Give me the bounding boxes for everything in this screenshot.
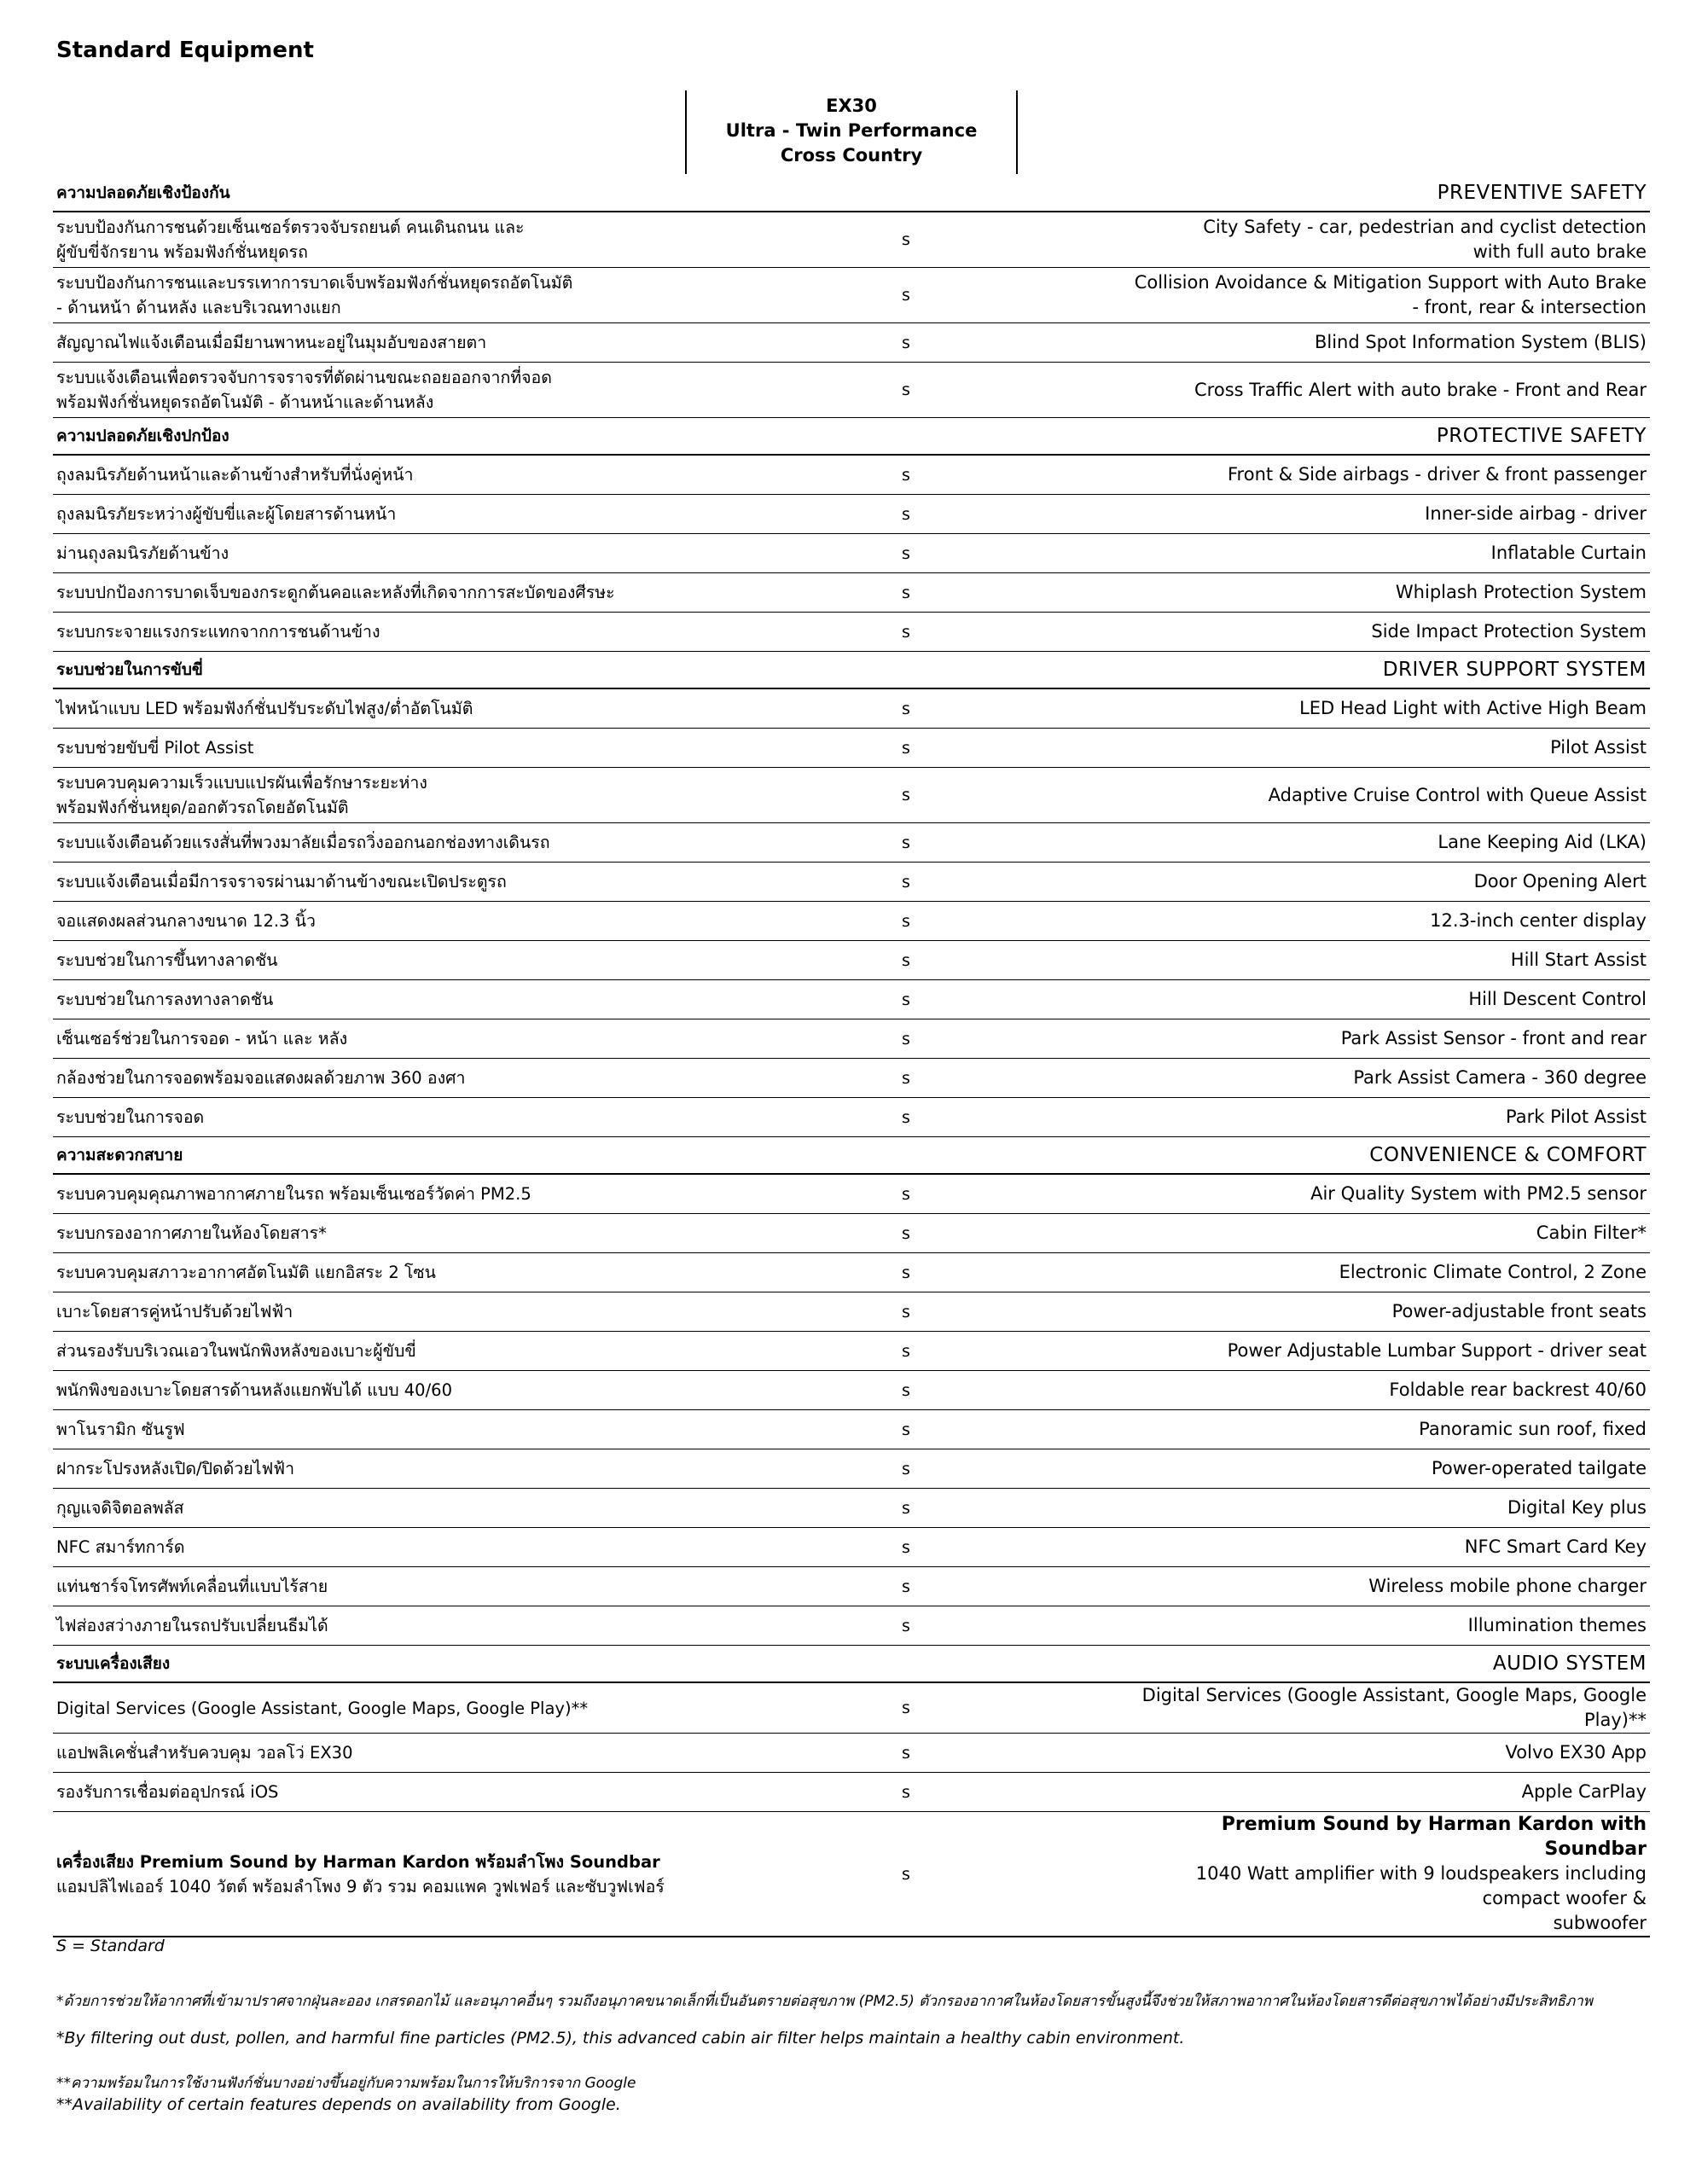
feature-english xyxy=(1128,1489,1650,1528)
table-row xyxy=(53,1253,1650,1292)
feature-english-line: Inner-side airbag - driver xyxy=(1425,503,1647,524)
feature-english-line: with full auto brake xyxy=(1472,241,1647,262)
availability-mark: s xyxy=(684,1812,1128,1937)
availability-mark: s xyxy=(684,768,1128,823)
availability-mark: s xyxy=(684,863,1128,902)
availability-mark: s xyxy=(684,268,1128,323)
feature-english xyxy=(1128,573,1650,613)
footnote-filter-english: *By filtering out dust, pollen, and harmful fine particles (PM2.5), this advanced cabin air filter helps maintain a healthy cabin environment. xyxy=(56,2029,1185,2048)
table-row xyxy=(53,1332,1650,1371)
feature-english-line: 12.3-inch center display xyxy=(1430,910,1647,931)
feature-english-line: Apple CarPlay xyxy=(1521,1781,1647,1802)
feature-english-line: Inflatable Curtain xyxy=(1490,543,1647,563)
feature-english xyxy=(1128,613,1650,652)
feature-thai-line: กุญแจดิจิตอลพลัส xyxy=(56,1498,184,1518)
feature-thai-line: ไฟหน้าแบบ LED พร้อมฟังก์ชั่นปรับระดับไฟสูง/ต่ำอัตโนมัติ xyxy=(56,699,473,718)
feature-thai xyxy=(53,1332,684,1371)
feature-thai xyxy=(53,1292,684,1332)
availability-mark: s xyxy=(684,1059,1128,1098)
feature-english-line: Side Impact Protection System xyxy=(1371,621,1647,642)
section-title-thai: ความปลอดภัยเชิงป้องกัน xyxy=(53,175,684,212)
feature-thai-line: สัญญาณไฟแจ้งเตือนเมื่อมียานพาหนะอยู่ในมุมอับของสายตา xyxy=(56,333,487,352)
feature-english xyxy=(1128,1812,1650,1937)
feature-english xyxy=(1128,534,1650,573)
feature-thai-line: ส่วนรองรับบริเวณเอวในพนักพิงหลังของเบาะผู้ขับขี่ xyxy=(56,1341,416,1361)
equipment-table xyxy=(53,175,1650,1937)
feature-english-line: Cross Traffic Alert with auto brake - Front and Rear xyxy=(1194,379,1647,400)
feature-english-line: Collision Avoidance & Mitigation Support with Auto Brake xyxy=(1134,272,1647,293)
feature-english-line: Power-operated tailgate xyxy=(1432,1458,1647,1478)
feature-english xyxy=(1128,823,1650,863)
availability-mark: s xyxy=(684,1410,1128,1449)
table-row xyxy=(53,1019,1650,1059)
feature-english-line: Power Adjustable Lumbar Support - driver seat xyxy=(1227,1340,1647,1361)
feature-english xyxy=(1128,1410,1650,1449)
availability-mark: s xyxy=(684,1567,1128,1606)
table-row xyxy=(53,363,1650,418)
availability-mark: s xyxy=(684,1449,1128,1489)
availability-mark: s xyxy=(684,1734,1128,1773)
feature-thai-line: - ด้านหน้า ด้านหลัง และบริเวณทางแยก xyxy=(56,298,341,317)
feature-thai xyxy=(53,1773,684,1812)
feature-thai-line: แอปพลิเคชั่นสำหรับควบคุม วอลโว่ EX30 xyxy=(56,1743,353,1763)
availability-mark: s xyxy=(684,1528,1128,1567)
feature-english xyxy=(1128,863,1650,902)
feature-thai-line: ฝากระโปรงหลังเปิด/ปิดด้วยไฟฟ้า xyxy=(56,1459,295,1478)
feature-english xyxy=(1128,495,1650,534)
feature-english xyxy=(1128,941,1650,980)
feature-english xyxy=(1128,1449,1650,1489)
feature-thai xyxy=(53,1682,684,1734)
feature-english-line: Park Pilot Assist xyxy=(1506,1107,1647,1127)
availability-mark: s xyxy=(684,980,1128,1019)
feature-english-line: Air Quality System with PM2.5 sensor xyxy=(1310,1183,1647,1204)
feature-thai-line: ผู้ขับขี่จักรยาน พร้อมฟังก์ชั่นหยุดรถ xyxy=(56,242,308,262)
table-row xyxy=(53,823,1650,863)
section-spacer xyxy=(684,418,1128,456)
feature-thai xyxy=(53,613,684,652)
feature-thai-line: ถุงลมนิรภัยด้านหน้าและด้านข้างสำหรับที่นั่งคู่หน้า xyxy=(56,465,414,485)
section-header xyxy=(53,418,1650,456)
feature-english xyxy=(1128,1332,1650,1371)
table-row xyxy=(53,1682,1650,1734)
section-title-thai: ความปลอดภัยเชิงปกป้อง xyxy=(53,418,684,456)
legend-standard: S = Standard xyxy=(56,1937,165,1955)
feature-english xyxy=(1128,1214,1650,1253)
feature-thai xyxy=(53,323,684,363)
availability-mark: s xyxy=(684,573,1128,613)
feature-english-line: Hill Descent Control xyxy=(1468,989,1647,1009)
feature-thai xyxy=(53,729,684,768)
feature-thai-line: ระบบควบคุมสภาวะอากาศอัตโนมัติ แยกอิสระ 2 โซน xyxy=(56,1263,436,1282)
feature-english-line: Adaptive Cruise Control with Queue Assist xyxy=(1268,784,1647,805)
model-name: EX30 xyxy=(826,96,877,116)
table-row xyxy=(53,455,1650,495)
table-row xyxy=(53,980,1650,1019)
feature-thai xyxy=(53,1734,684,1773)
section-title-english: PREVENTIVE SAFETY xyxy=(1128,175,1650,212)
table-row xyxy=(53,573,1650,613)
feature-english xyxy=(1128,688,1650,729)
feature-english-line: Park Assist Sensor - front and rear xyxy=(1340,1028,1647,1048)
feature-english-line: - front, rear & intersection xyxy=(1412,297,1647,317)
feature-english-line: Electronic Climate Control, 2 Zone xyxy=(1339,1262,1647,1282)
feature-thai xyxy=(53,1812,684,1937)
feature-thai-line: พนักพิงของเบาะโดยสารด้านหลังแยกพับได้ แบบ 40/60 xyxy=(56,1380,452,1400)
feature-thai xyxy=(53,1098,684,1137)
feature-english xyxy=(1128,1174,1650,1214)
feature-thai xyxy=(53,1449,684,1489)
feature-english xyxy=(1128,1098,1650,1137)
table-row xyxy=(53,534,1650,573)
table-row xyxy=(53,1214,1650,1253)
availability-mark: s xyxy=(684,1371,1128,1410)
feature-thai-title: เครื่องเสียง Premium Sound by Harman Kardon พร้อมลำโพง Soundbar xyxy=(56,1851,660,1872)
section-title-english: PROTECTIVE SAFETY xyxy=(1128,418,1650,456)
feature-thai-line: รองรับการเชื่อมต่ออุปกรณ์ iOS xyxy=(56,1782,279,1802)
feature-english-line: Door Opening Alert xyxy=(1473,871,1647,892)
feature-english xyxy=(1128,1371,1650,1410)
availability-mark: s xyxy=(684,495,1128,534)
feature-thai xyxy=(53,823,684,863)
availability-mark: s xyxy=(684,1489,1128,1528)
table-row xyxy=(53,768,1650,823)
feature-thai-line: ระบบช่วยในการลงทางลาดชัน xyxy=(56,990,274,1009)
table-row xyxy=(53,688,1650,729)
availability-mark: s xyxy=(684,1773,1128,1812)
page-title: Standard Equipment xyxy=(56,38,314,63)
section-header xyxy=(53,652,1650,689)
feature-english xyxy=(1128,212,1650,268)
section-title-thai: ระบบเครื่องเสียง xyxy=(53,1646,684,1683)
feature-thai-line: เซ็นเซอร์ช่วยในการจอด - หน้า และ หลัง xyxy=(56,1029,348,1048)
footnote-google-english: **Availability of certain features depends on availability from Google. xyxy=(56,2095,621,2114)
feature-thai xyxy=(53,688,684,729)
feature-thai xyxy=(53,1253,684,1292)
section-title-thai: ระบบช่วยในการขับขี่ xyxy=(53,652,684,689)
feature-thai xyxy=(53,1489,684,1528)
feature-thai xyxy=(53,534,684,573)
feature-thai-line: ระบบแจ้งเตือนเพื่อตรวจจับการจราจรที่ตัดผ่านขณะถอยออกจากที่จอด xyxy=(56,368,552,387)
availability-mark: s xyxy=(684,534,1128,573)
table-row xyxy=(53,902,1650,941)
table-row xyxy=(53,1528,1650,1567)
availability-mark: s xyxy=(684,363,1128,418)
feature-english-line: Pilot Assist xyxy=(1550,737,1647,758)
feature-english xyxy=(1128,980,1650,1019)
feature-english-line: Power-adjustable front seats xyxy=(1391,1301,1647,1321)
availability-mark: s xyxy=(684,688,1128,729)
availability-mark: s xyxy=(684,1682,1128,1734)
feature-thai-line: ระบบควบคุมคุณภาพอากาศภายในรถ พร้อมเซ็นเซอร์วัดค่า PM2.5 xyxy=(56,1184,531,1204)
feature-thai xyxy=(53,1019,684,1059)
availability-mark: s xyxy=(684,823,1128,863)
feature-english-line: Digital Services (Google Assistant, Google Maps, Google Play)** xyxy=(1141,1685,1647,1730)
feature-english xyxy=(1128,1528,1650,1567)
feature-english xyxy=(1128,1682,1650,1734)
feature-english xyxy=(1128,1606,1650,1646)
feature-english xyxy=(1128,1734,1650,1773)
feature-english-line: LED Head Light with Active High Beam xyxy=(1299,698,1647,718)
feature-english xyxy=(1128,1019,1650,1059)
availability-mark: s xyxy=(684,1332,1128,1371)
feature-english-line: City Safety - car, pedestrian and cyclist detection xyxy=(1203,217,1647,237)
feature-thai-line: ระบบปกป้องการบาดเจ็บของกระดูกต้นคอและหลังที่เกิดจากการสะบัดของศีรษะ xyxy=(56,583,615,602)
section-spacer xyxy=(684,175,1128,212)
feature-thai-detail: แอมปลิไฟเออร์ 1040 วัตต์ พร้อมลำโพง 9 ตัว รวม คอมแพค วูฟเฟอร์ และซับวูฟเฟอร์ xyxy=(56,1876,665,1896)
feature-thai xyxy=(53,1410,684,1449)
feature-thai xyxy=(53,495,684,534)
feature-thai xyxy=(53,980,684,1019)
section-title-english: CONVENIENCE & COMFORT xyxy=(1128,1137,1650,1175)
section-header xyxy=(53,1137,1650,1175)
feature-thai-line: ระบบป้องกันการชนด้วยเซ็นเซอร์ตรวจจับรถยนต์ คนเดินถนน และ xyxy=(56,218,525,237)
model-variant: Ultra - Twin Performance xyxy=(725,120,978,141)
feature-thai-line: Digital Services (Google Assistant, Google Maps, Google Play)** xyxy=(56,1698,589,1718)
feature-english-line: Blind Spot Information System (BLIS) xyxy=(1314,332,1647,352)
feature-thai-line: แท่นชาร์จโทรศัพท์เคลื่อนที่แบบไร้สาย xyxy=(56,1577,328,1596)
table-row xyxy=(53,323,1650,363)
feature-thai xyxy=(53,902,684,941)
footnote-filter-thai: *ด้วยการช่วยให้อากาศที่เข้ามาปราศจากฝุ่นละออง เกสรดอกไม้ และอนุภาคอื่นๆ รวมถึงอนุภาคขนาดเล็กที่เป็นอันตรายต่อสุขภาพ (PM2.5) ตัวกรองอากาศในห้องโดยสารขั้นสูงนี้จึงช่วยให้สภาพอากาศในห้องโดยสารดีต่อสุขภาพได้อย่างมีประสิทธิภาพ xyxy=(56,1993,1593,2010)
feature-thai-line: พาโนรามิก ซันรูฟ xyxy=(56,1420,185,1439)
feature-english-line: Front & Side airbags - driver & front passenger xyxy=(1228,464,1647,485)
availability-mark: s xyxy=(684,902,1128,941)
feature-english-line: Whiplash Protection System xyxy=(1395,582,1647,602)
feature-thai-line: จอแสดงผลส่วนกลางขนาด 12.3 นิ้ว xyxy=(56,911,316,931)
feature-english-title: Premium Sound by Harman Kardon with Soundbar xyxy=(1221,1814,1647,1860)
availability-mark: s xyxy=(684,323,1128,363)
feature-thai-line: ระบบกระจายแรงกระแทกจากการชนด้านข้าง xyxy=(56,622,380,642)
feature-thai xyxy=(53,768,684,823)
availability-mark: s xyxy=(684,1174,1128,1214)
availability-mark: s xyxy=(684,613,1128,652)
availability-mark: s xyxy=(684,1098,1128,1137)
feature-english xyxy=(1128,1567,1650,1606)
feature-thai-line: ม่านถุงลมนิรภัยด้านข้าง xyxy=(56,543,229,563)
table-row xyxy=(53,495,1650,534)
feature-english xyxy=(1128,902,1650,941)
feature-thai xyxy=(53,941,684,980)
availability-mark: s xyxy=(684,455,1128,495)
table-row xyxy=(53,941,1650,980)
feature-thai xyxy=(53,455,684,495)
section-spacer xyxy=(684,652,1128,689)
feature-thai xyxy=(53,1567,684,1606)
feature-english-line: Volvo EX30 App xyxy=(1505,1742,1647,1763)
feature-thai xyxy=(53,212,684,268)
feature-english-line: Digital Key plus xyxy=(1507,1497,1647,1518)
feature-english-line: Cabin Filter* xyxy=(1536,1223,1647,1243)
table-row xyxy=(53,1734,1650,1773)
feature-thai xyxy=(53,1214,684,1253)
feature-thai xyxy=(53,363,684,418)
feature-english-line: Illumination themes xyxy=(1467,1615,1647,1635)
feature-thai xyxy=(53,863,684,902)
feature-english xyxy=(1128,268,1650,323)
feature-thai-line: NFC สมาร์ทการ์ด xyxy=(56,1537,185,1557)
feature-english-line: Lane Keeping Aid (LKA) xyxy=(1438,832,1647,852)
availability-mark: s xyxy=(684,212,1128,268)
feature-thai-line: ระบบช่วยขับขี่ Pilot Assist xyxy=(56,738,254,758)
availability-mark: s xyxy=(684,729,1128,768)
section-spacer xyxy=(684,1646,1128,1683)
table-row xyxy=(53,613,1650,652)
feature-thai xyxy=(53,573,684,613)
feature-english-line: Wireless mobile phone charger xyxy=(1368,1576,1647,1596)
table-row xyxy=(53,1773,1650,1812)
feature-english xyxy=(1128,363,1650,418)
table-row xyxy=(53,1489,1650,1528)
feature-english xyxy=(1128,1773,1650,1812)
availability-mark: s xyxy=(684,1292,1128,1332)
feature-thai xyxy=(53,1174,684,1214)
section-header xyxy=(53,1646,1650,1683)
table-row xyxy=(53,729,1650,768)
availability-mark: s xyxy=(684,1214,1128,1253)
feature-thai-line: ระบบป้องกันการชนและบรรเทาการบาดเจ็บพร้อมฟังก์ชั่นหยุดรถอัตโนมัติ xyxy=(56,273,573,293)
table-row xyxy=(53,1606,1650,1646)
table-row xyxy=(53,863,1650,902)
table-row xyxy=(53,1410,1650,1449)
feature-thai-line: พร้อมฟังก์ชั่นหยุดรถอัตโนมัติ - ด้านหน้าและด้านหลัง xyxy=(56,392,434,412)
availability-mark: s xyxy=(684,1019,1128,1059)
table-row xyxy=(53,1098,1650,1137)
feature-thai-line: ระบบควบคุมความเร็วแบบแปรผันเพื่อรักษาระยะห่าง xyxy=(56,773,427,793)
model-column-header xyxy=(685,90,1018,174)
feature-english xyxy=(1128,455,1650,495)
availability-mark: s xyxy=(684,941,1128,980)
feature-thai-line: พร้อมฟังก์ชั่นหยุด/ออกตัวรถโดยอัตโนมัติ xyxy=(56,798,349,817)
feature-thai-line: ไฟส่องสว่างภายในรถปรับเปลี่ยนธีมได้ xyxy=(56,1616,328,1635)
availability-mark: s xyxy=(684,1606,1128,1646)
feature-english xyxy=(1128,1253,1650,1292)
footnote-google-thai: **ความพร้อมในการใช้งานฟังก์ชั่นบางอย่างขึ้นอยู่กับความพร้อมในการให้บริการจาก Google xyxy=(56,2075,636,2092)
feature-english-line: Foldable rear backrest 40/60 xyxy=(1389,1380,1647,1400)
table-row xyxy=(53,1371,1650,1410)
table-row xyxy=(53,212,1650,268)
section-title-thai: ความสะดวกสบาย xyxy=(53,1137,684,1175)
table-row xyxy=(53,268,1650,323)
feature-thai-line: ถุงลมนิรภัยระหว่างผู้ขับขี่และผู้โดยสารด้านหน้า xyxy=(56,504,397,524)
section-header xyxy=(53,175,1650,212)
feature-thai xyxy=(53,1059,684,1098)
feature-english-line: Panoramic sun roof, fixed xyxy=(1419,1419,1647,1439)
feature-thai-line: ระบบช่วยในการขึ้นทางลาดชัน xyxy=(56,950,278,970)
model-trim: Cross Country xyxy=(780,145,923,166)
feature-english xyxy=(1128,768,1650,823)
feature-thai xyxy=(53,1528,684,1567)
section-spacer xyxy=(684,1137,1128,1175)
feature-english-line: Hill Start Assist xyxy=(1510,950,1647,970)
feature-english-detail: 1040 Watt amplifier with 9 loudspeakers including compact woofer & xyxy=(1195,1863,1647,1908)
availability-mark: s xyxy=(684,1253,1128,1292)
table-row xyxy=(53,1174,1650,1214)
feature-english xyxy=(1128,1292,1650,1332)
feature-thai-line: ระบบแจ้งเตือนด้วยแรงสั่นที่พวงมาลัยเมื่อรถวิ่งออกนอกช่องทางเดินรถ xyxy=(56,833,550,852)
feature-thai xyxy=(53,268,684,323)
table-row xyxy=(53,1567,1650,1606)
feature-english-detail: subwoofer xyxy=(1553,1913,1647,1933)
feature-english xyxy=(1128,323,1650,363)
table-row xyxy=(53,1292,1650,1332)
section-title-english: AUDIO SYSTEM xyxy=(1128,1646,1650,1683)
feature-thai xyxy=(53,1371,684,1410)
feature-english xyxy=(1128,1059,1650,1098)
table-row xyxy=(53,1059,1650,1098)
feature-thai-line: เบาะโดยสารคู่หน้าปรับด้วยไฟฟ้า xyxy=(56,1302,293,1321)
feature-english xyxy=(1128,729,1650,768)
feature-thai xyxy=(53,1606,684,1646)
feature-thai-line: ระบบแจ้งเตือนเมื่อมีการจราจรผ่านมาด้านข้างขณะเปิดประตูรถ xyxy=(56,872,507,892)
feature-english-line: NFC Smart Card Key xyxy=(1464,1536,1647,1557)
table-row xyxy=(53,1449,1650,1489)
section-title-english: DRIVER SUPPORT SYSTEM xyxy=(1128,652,1650,689)
feature-thai-line: ระบบช่วยในการจอด xyxy=(56,1107,205,1127)
feature-thai-line: กล้องช่วยในการจอดพร้อมจอแสดงผลด้วยภาพ 360 องศา xyxy=(56,1068,466,1088)
table-row-premium-sound xyxy=(53,1812,1650,1937)
feature-thai-line: ระบบกรองอากาศภายในห้องโดยสาร* xyxy=(56,1223,327,1243)
feature-english-line: Park Assist Camera - 360 degree xyxy=(1353,1067,1647,1088)
